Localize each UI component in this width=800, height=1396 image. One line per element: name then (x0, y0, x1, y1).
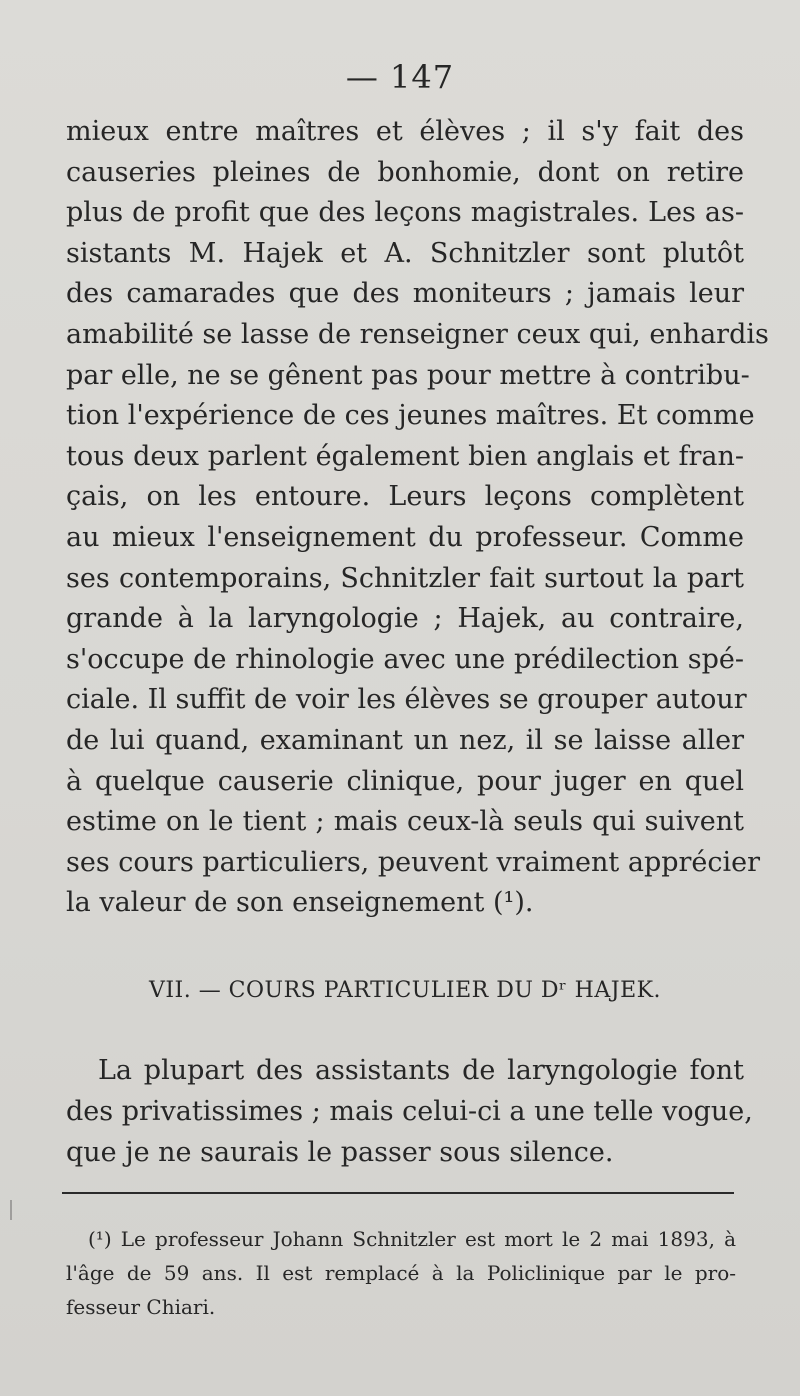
section-heading: VII. — COURS PARTICULIER DU Dʳ HAJEK. (148, 978, 662, 1003)
text-line: estime on le tient ; mais ceux-là seuls qui suivent (66, 806, 744, 838)
text-line: ses contemporains, Schnitzler fait surtout la part (66, 562, 744, 594)
text-line: tous deux parlent également bien anglais et fran- (66, 440, 744, 472)
text-line: la valeur de son enseignement (¹). (66, 887, 534, 919)
margin-mark (10, 1200, 12, 1220)
text-line: de lui quand, examinant un nez, il se laisse aller (66, 724, 744, 756)
text-line: ses cours particuliers, peuvent vraiment apprécier (66, 846, 761, 878)
page-number: — 147 (345, 58, 455, 96)
text-line: sistants M. Hajek et A. Schnitzler sont plutôt (66, 237, 744, 269)
footnote-line: (¹) Le professeur Johann Schnitzler est mort le 2 mai 1893, à (88, 1227, 736, 1251)
text-line: La plupart des assistants de laryngologie font (98, 1055, 744, 1086)
footnote (66, 1222, 736, 1324)
text-line: à quelque causerie clinique, pour juger en quel (66, 765, 744, 797)
text-line: ciale. Il suffit de voir les élèves se grouper autour (66, 684, 747, 716)
text-line: grande à la laryngologie ; Hajek, au contraire, (66, 603, 744, 635)
footnote-line: l'âge de 59 ans. Il est remplacé à la Policlinique par le pro- (66, 1261, 736, 1285)
text-line: que je ne saurais le passer sous silence. (66, 1137, 614, 1168)
text-line: des privatissimes ; mais celui-ci a une telle vogue, (66, 1096, 753, 1127)
text-line: tion l'expérience de ces jeunes maîtres. Et comme (66, 400, 755, 432)
footnote-line: fesseur Chiari. (66, 1295, 216, 1319)
paragraph-section-vii (66, 1050, 753, 1173)
text-line: des camarades que des moniteurs ; jamais leur (66, 278, 744, 310)
text-line: au mieux l'enseignement du professeur. Comme (66, 521, 744, 553)
text-line: par elle, ne se gênent pas pour mettre à contribu- (66, 359, 750, 391)
footnote-separator (62, 1192, 734, 1194)
text-line: mieux entre maîtres et élèves ; il s'y fait des (66, 116, 744, 147)
text-line: amabilité se lasse de renseigner ceux qui, enhardis (66, 318, 769, 350)
text-line: s'occupe de rhinologie avec une prédilection spé- (66, 643, 744, 675)
text-line: çais, on les entoure. Leurs leçons complètent (66, 481, 744, 513)
paragraph-continuation (66, 112, 769, 924)
text-line: plus de profit que des leçons magistrales. Les as- (66, 197, 744, 229)
text-line: causeries pleines de bonhomie, dont on retire (66, 156, 744, 188)
